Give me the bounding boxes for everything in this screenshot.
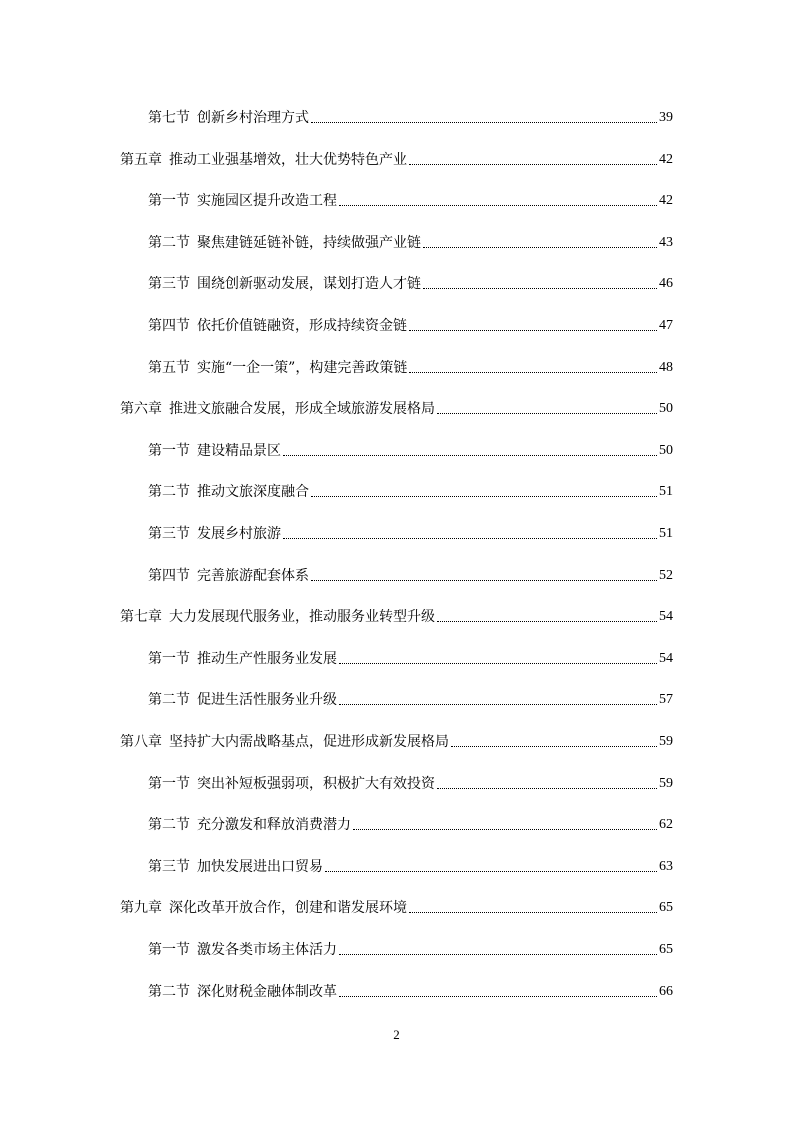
toc-entry-page: 65 [659, 942, 673, 957]
toc-section-entry[interactable] [148, 441, 673, 461]
toc-section-entry[interactable] [148, 233, 673, 253]
toc-entry-number: 第一节 [148, 650, 190, 667]
toc-section-entry[interactable] [148, 274, 673, 294]
toc-dot-leader [437, 412, 657, 414]
toc-entry-number: 第一节 [148, 775, 190, 792]
toc-entry-label [148, 482, 309, 502]
toc-dot-leader [451, 745, 657, 747]
toc-section-entry[interactable] [148, 774, 673, 794]
toc-section-entry[interactable] [148, 566, 673, 586]
toc-entry-number: 第九章 [120, 900, 162, 917]
toc-entry-number: 第三节 [148, 526, 190, 542]
toc-entry-number: 第七章 [120, 609, 162, 626]
toc-section-entry[interactable] [148, 815, 673, 835]
toc-section-entry[interactable] [148, 982, 673, 1002]
toc-dot-leader [437, 787, 657, 789]
toc-entry-number: 第一节 [148, 942, 190, 958]
toc-entry-title: 围绕创新驱动发展，谋划打造人才链 [197, 276, 421, 293]
toc-dot-leader [409, 371, 657, 373]
toc-entry-page: 39 [659, 110, 673, 125]
toc-entry-title: 推动生产性服务业发展 [197, 650, 337, 667]
toc-section-entry[interactable] [148, 940, 673, 960]
toc-entry-title: 推动文旅深度融合 [197, 484, 309, 501]
toc-entry-label [148, 982, 337, 1002]
toc-entry-page: 65 [659, 900, 673, 916]
toc-entry-title: 推动工业强基增效，壮大优势特色产业 [169, 151, 407, 168]
toc-dot-leader [339, 703, 657, 705]
toc-entry-number: 第二节 [148, 692, 190, 709]
toc-entry-page: 54 [659, 609, 673, 625]
toc-entry-label [148, 940, 337, 960]
toc-chapter-entry[interactable] [120, 898, 673, 918]
toc-dot-leader [437, 620, 657, 622]
toc-dot-leader [283, 454, 657, 456]
toc-entry-title: 深化财税金融体制改革 [197, 983, 337, 1000]
toc-chapter-entry[interactable] [120, 732, 673, 752]
toc-entry-title: 坚持扩大内需战略基点，促进形成新发展格局 [169, 734, 449, 750]
toc-entry-title: 发展乡村旅游 [197, 526, 281, 542]
toc-chapter-entry[interactable] [120, 150, 673, 170]
toc-entry-title: 大力发展现代服务业，推动服务业转型升级 [169, 609, 435, 626]
toc-entry-page: 52 [659, 567, 673, 583]
toc-entry-page: 62 [659, 817, 673, 833]
toc-entry-title: 完善旅游配套体系 [197, 567, 309, 584]
toc-section-entry[interactable] [148, 358, 673, 378]
toc-dot-leader [283, 537, 657, 539]
toc-entry-label [120, 150, 407, 170]
toc-entry-title: 聚焦建链延链补链，持续做强产业链 [197, 234, 421, 251]
toc-entry-page: 63 [659, 858, 673, 874]
toc-entry-label [148, 774, 435, 794]
toc-entry-page: 46 [659, 276, 673, 292]
toc-entry-title: 深化改革开放合作，创建和谐发展环境 [169, 900, 407, 917]
toc-entry-label [148, 857, 323, 877]
toc-section-entry[interactable] [148, 857, 673, 877]
toc-section-entry[interactable] [148, 108, 673, 128]
toc-entry-page: 47 [659, 318, 673, 333]
toc-section-entry[interactable] [148, 482, 673, 502]
toc-entry-number: 第五节 [148, 359, 190, 376]
toc-entry-number: 第五章 [120, 151, 162, 168]
toc-entry-title: 推进文旅融合发展，形成全域旅游发展格局 [169, 401, 435, 418]
toc-entry-page: 51 [659, 526, 673, 541]
toc-section-entry[interactable] [148, 524, 673, 544]
toc-dot-leader [311, 495, 657, 497]
toc-entry-page: 50 [659, 442, 673, 458]
toc-dot-leader [423, 246, 657, 248]
toc-entry-page: 42 [659, 193, 673, 209]
toc-section-entry[interactable] [148, 191, 673, 211]
toc-entry-label [148, 233, 421, 253]
toc-entry-page: 42 [659, 151, 673, 167]
toc-entry-label [120, 898, 407, 918]
toc-section-entry[interactable] [148, 649, 673, 669]
toc-entry-page: 59 [659, 734, 673, 749]
toc-entry-number: 第二节 [148, 817, 190, 834]
toc-dot-leader [339, 662, 657, 664]
toc-entry-label [148, 108, 309, 128]
toc-entry-label [148, 274, 421, 294]
toc-entry-label [120, 607, 435, 627]
toc-entry-number: 第二节 [148, 234, 190, 251]
toc-entry-title: 加快发展进出口贸易 [197, 858, 323, 875]
toc-dot-leader [311, 121, 657, 123]
toc-entry-title: 激发各类市场主体活力 [197, 942, 337, 958]
toc-entry-label [148, 441, 281, 461]
toc-entry-title: 依托价值链融资，形成持续资金链 [197, 318, 407, 334]
toc-entry-label [148, 815, 351, 835]
toc-dot-leader [423, 287, 657, 289]
toc-entry-label [148, 690, 337, 710]
toc-entry-page: 50 [659, 401, 673, 417]
toc-dot-leader [409, 329, 657, 331]
toc-entry-number: 第八章 [120, 734, 162, 750]
toc-section-entry[interactable] [148, 316, 673, 336]
toc-entry-title: 充分激发和释放消费潜力 [197, 817, 351, 834]
toc-entry-label [120, 399, 435, 419]
toc-dot-leader [409, 911, 657, 913]
toc-dot-leader [353, 828, 657, 830]
toc-entry-number: 第一节 [148, 442, 190, 459]
page-number: 2 [393, 1027, 400, 1042]
toc-dot-leader [339, 953, 657, 955]
toc-entry-number: 第六章 [120, 401, 162, 418]
toc-entry-number: 第四节 [148, 567, 190, 584]
toc-chapter-entry[interactable] [120, 399, 673, 419]
toc-entry-page: 51 [659, 484, 673, 500]
toc-entry-number: 第二节 [148, 983, 190, 1000]
toc-entry-page: 48 [659, 359, 673, 375]
toc-entry-title: 实施园区提升改造工程 [197, 193, 337, 210]
toc-entry-title: 实施“一企一策”，构建完善政策链 [197, 359, 408, 376]
toc-entry-label [148, 649, 337, 669]
toc-entry-label [148, 524, 281, 544]
toc-entry-number: 第三节 [148, 858, 190, 875]
toc-entry-page: 57 [659, 692, 673, 708]
toc-entry-page: 54 [659, 650, 673, 666]
toc-entry-title: 促进生活性服务业升级 [197, 692, 337, 709]
toc-chapter-entry[interactable] [120, 607, 673, 627]
toc-entry-title: 建设精品景区 [197, 442, 281, 459]
toc-entry-label [148, 358, 407, 378]
toc-dot-leader [409, 163, 657, 165]
toc-section-entry[interactable] [148, 690, 673, 710]
toc-entry-page: 59 [659, 775, 673, 791]
toc-entry-number: 第三节 [148, 276, 190, 293]
toc-entry-label [120, 732, 449, 752]
toc-entry-number: 第一节 [148, 193, 190, 210]
toc-entry-page: 43 [659, 234, 673, 250]
toc-entry-title: 突出补短板强弱项，积极扩大有效投资 [197, 775, 435, 792]
toc-entry-number: 第二节 [148, 484, 190, 501]
toc-entry-label [148, 191, 337, 211]
toc-entry-label [148, 316, 407, 336]
toc-entry-page: 66 [659, 983, 673, 999]
toc-dot-leader [339, 995, 657, 997]
toc-entry-number: 第四节 [148, 318, 190, 334]
toc-dot-leader [325, 870, 657, 872]
toc-entry-label [148, 566, 309, 586]
toc-entry-number: 第七节 [148, 110, 190, 126]
toc-dot-leader [311, 579, 657, 581]
toc-entry-title: 创新乡村治理方式 [197, 110, 309, 126]
toc-dot-leader [339, 204, 657, 206]
